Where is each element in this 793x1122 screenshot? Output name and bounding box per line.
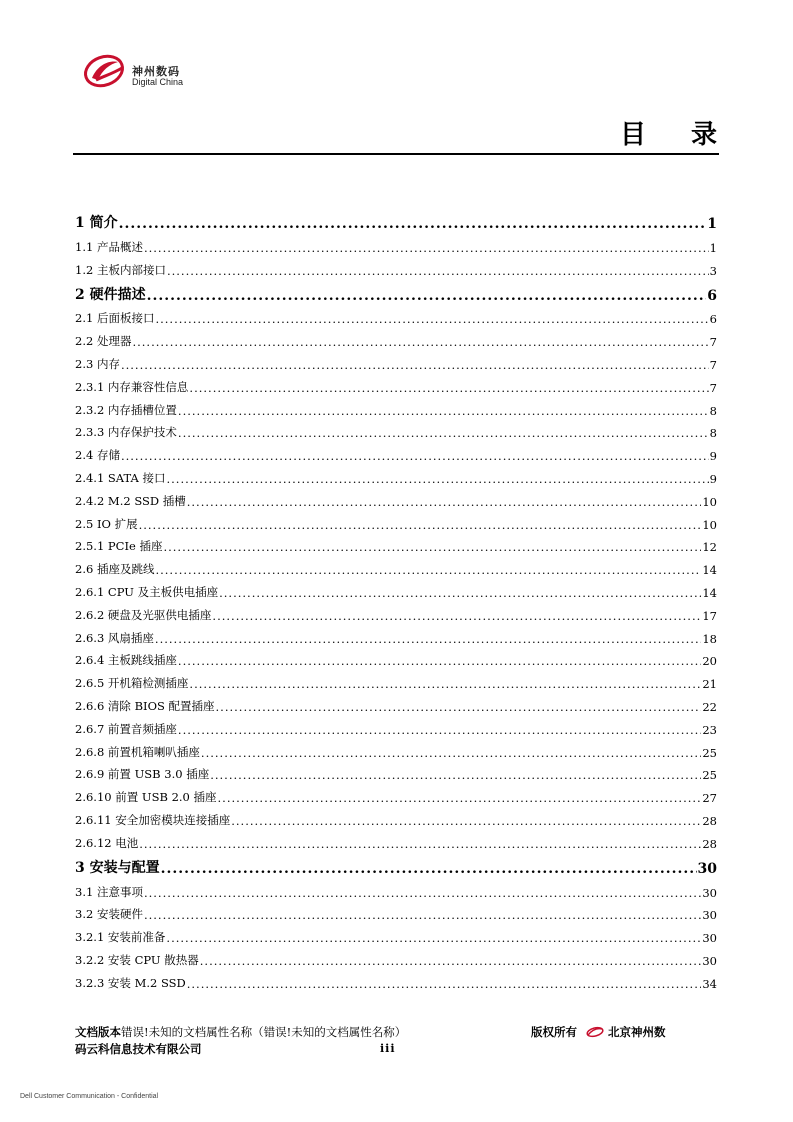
toc-entry-label: 3 安装与配置 [75,859,160,876]
toc-leader-dots [155,312,708,326]
page-number: iii [380,1042,396,1055]
toc-entry[interactable] [75,922,717,945]
toc-entry-label: 2.6.9 前置 USB 3.0 插座 [75,767,210,782]
toc-leader-dots [178,654,701,668]
toc-entry-label: 2.3.1 内存兼容性信息 [75,379,189,394]
toc-leader-dots [144,241,709,255]
toc-leader-dots [132,335,708,349]
toc-entry[interactable] [75,532,717,555]
toc-entry-label: 2.3.2 内存插槽位置 [75,402,177,417]
toc-entry-page: 20 [702,654,717,669]
copyright-owner: 北京神州数 [608,1025,666,1039]
toc-entry[interactable] [75,646,717,669]
toc-leader-dots [189,677,701,691]
toc-entry-label: 2.6.5 开机箱检测插座 [75,676,189,691]
toc-entry-page: 12 [702,540,717,555]
toc-entry[interactable] [75,945,717,968]
toc-entry-page: 22 [702,699,717,714]
toc-entry[interactable] [75,278,717,304]
toc-entry-label: 2.1 后面板接口 [75,311,155,326]
toc-leader-dots [121,358,709,372]
toc-entry-page: 7 [709,380,717,395]
toc-entry-label: 2.6.10 前置 USB 2.0 插座 [75,790,217,805]
toc-entry[interactable] [75,877,717,900]
toc-entry-label: 2.6.8 前置机箱喇叭插座 [75,744,200,759]
toc-leader-dots [144,908,701,922]
toc-entry-label: 3.1 注意事项 [75,884,143,899]
toc-entry-label: 3.2.2 安装 CPU 散热器 [75,952,199,967]
toc-entry-page: 8 [709,426,717,441]
footer-copyright [531,1024,666,1040]
toc-entry-page: 30 [702,885,717,900]
toc-entry-page: 7 [709,357,717,372]
toc-entry-page: 25 [702,745,717,760]
toc-entry-page: 30 [697,860,717,877]
title-divider [73,153,719,155]
toc-leader-dots [178,723,701,737]
toc-entry-page: 9 [709,471,717,486]
toc-leader-dots [216,700,702,714]
toc-entry-label: 2.4.2 M.2 SSD 插槽 [75,493,186,508]
toc-entry-page: 10 [702,494,717,509]
toc-entry-label: 2.6.11 安全加密模块连接插座 [75,812,231,827]
toc-entry-page: 14 [702,585,717,600]
toc-entry[interactable] [75,760,717,783]
toc-leader-dots [166,472,708,486]
toc-leader-dots [219,586,701,600]
toc-entry-page: 9 [709,449,717,464]
footer-version-label: 文档版本 [75,1025,121,1039]
toc-entry-label: 2.4 存储 [75,448,120,463]
toc-entry-page: 6 [709,312,717,327]
toc-leader-dots [218,791,702,805]
toc-entry[interactable] [75,851,717,877]
toc-entry-page: 17 [702,608,717,623]
toc-entry-label: 2.6.7 前置音频插座 [75,721,177,736]
toc-leader-dots [200,954,702,968]
toc-entry-label: 2.6.4 主板跳线插座 [75,653,177,668]
toc-leader-dots [166,931,701,945]
toc-leader-dots [161,861,697,877]
toc-leader-dots [155,632,701,646]
table-of-contents [75,206,717,991]
toc-entry-label: 2.3 内存 [75,356,120,371]
toc-leader-dots [119,216,707,232]
footer-version-text: 错误!未知的文档属性名称（错误!未知的文档属性名称） [121,1025,407,1039]
toc-entry[interactable] [75,509,717,532]
digital-china-logo [82,50,192,92]
logo-swoosh-icon [82,50,130,92]
toc-entry[interactable] [75,463,717,486]
toc-leader-dots [189,381,708,395]
toc-entry-page: 30 [702,908,717,923]
toc-entry-page: 14 [702,563,717,578]
toc-leader-dots [187,495,702,509]
toc-entry-label: 3.2.3 安装 M.2 SSD [75,975,186,990]
toc-leader-dots [155,563,701,577]
toc-entry-page: 25 [702,768,717,783]
toc-entry[interactable] [75,232,717,255]
toc-leader-dots [147,288,707,304]
toc-entry-page: 23 [702,722,717,737]
confidential-notice: Dell Customer Communication - Confidential [20,1093,159,1100]
toc-entry[interactable] [75,623,717,646]
toc-entry-label: 2.5.1 PCIe 插座 [75,539,163,554]
toc-entry-label: 3.2.1 安装前准备 [75,930,166,945]
toc-entry-label: 2.6.2 硬盘及光驱供电插座 [75,607,212,622]
footer-version-line [75,1024,406,1040]
toc-entry-label: 2.6.12 电池 [75,835,139,850]
toc-entry[interactable] [75,440,717,463]
toc-entry-page: 28 [702,836,717,851]
toc-entry[interactable] [75,737,717,760]
toc-entry-label: 1.1 产品概述 [75,239,143,254]
toc-entry[interactable] [75,714,717,737]
logo-chinese-name: 神州数码 [132,65,180,78]
toc-entry-label: 2.6.3 风扇插座 [75,630,154,645]
toc-entry-page: 1 [707,216,717,232]
toc-entry[interactable] [75,255,717,278]
toc-entry-label: 3.2 安装硬件 [75,907,143,922]
toc-entry[interactable] [75,968,717,991]
toc-entry[interactable] [75,418,717,441]
toc-entry-page: 8 [709,403,717,418]
toc-entry-page: 30 [702,953,717,968]
toc-entry-label: 2.5 IO 扩展 [75,516,138,531]
toc-entry-label: 2.3.3 内存保护技术 [75,425,177,440]
toc-entry[interactable] [75,304,717,327]
toc-entry-page: 18 [702,631,717,646]
toc-leader-dots [178,404,709,418]
small-logo-icon [585,1026,605,1038]
toc-leader-dots [144,886,701,900]
toc-entry-page: 7 [709,335,717,350]
toc-entry[interactable] [75,349,717,372]
toc-leader-dots [139,837,701,851]
footer-company-tail: 码云科信息技术有限公司 [75,1042,202,1056]
toc-leader-dots [187,977,702,991]
toc-entry-label: 2.4.1 SATA 接口 [75,470,166,485]
toc-entry-page: 3 [709,263,717,278]
toc-leader-dots [139,518,702,532]
copyright-label: 版权所有 [531,1025,577,1039]
toc-entry-page: 21 [702,677,717,692]
logo-english-name: Digital China [132,77,184,87]
toc-entry[interactable] [75,577,717,600]
toc-leader-dots [163,540,701,554]
toc-entry-page: 30 [702,931,717,946]
toc-leader-dots [212,609,701,623]
toc-entry-label: 1 简介 [75,215,118,231]
toc-entry[interactable] [75,600,717,623]
toc-leader-dots [210,768,701,782]
toc-entry-label: 1.2 主板内部接口 [75,262,166,277]
toc-entry-page: 1 [709,240,717,255]
toc-entry-label: 2.6 插座及跳线 [75,562,155,577]
toc-entry[interactable] [75,326,717,349]
toc-entry[interactable] [75,395,717,418]
toc-entry-label: 2.2 处理器 [75,334,132,349]
toc-entry[interactable] [75,206,717,232]
toc-entry[interactable] [75,486,717,509]
toc-leader-dots [121,449,709,463]
toc-leader-dots [201,746,701,760]
toc-entry[interactable] [75,782,717,805]
toc-entry[interactable] [75,668,717,691]
toc-entry-page: 27 [702,791,717,806]
page-title: 目 录 [619,120,735,150]
toc-leader-dots [167,264,709,278]
toc-entry-label: 2.6.6 清除 BIOS 配置插座 [75,698,215,713]
toc-entry[interactable] [75,828,717,851]
toc-entry[interactable] [75,372,717,395]
toc-entry[interactable] [75,805,717,828]
toc-entry-page: 10 [702,517,717,532]
toc-leader-dots [231,814,701,828]
toc-entry-label: 2.6.1 CPU 及主板供电插座 [75,584,219,599]
toc-entry[interactable] [75,554,717,577]
toc-entry-page: 6 [707,287,717,304]
toc-entry-page: 28 [702,813,717,828]
toc-entry[interactable] [75,900,717,923]
toc-entry-page: 34 [702,976,717,991]
toc-entry-label: 2 硬件描述 [75,286,146,303]
toc-entry[interactable] [75,691,717,714]
toc-leader-dots [178,426,709,440]
